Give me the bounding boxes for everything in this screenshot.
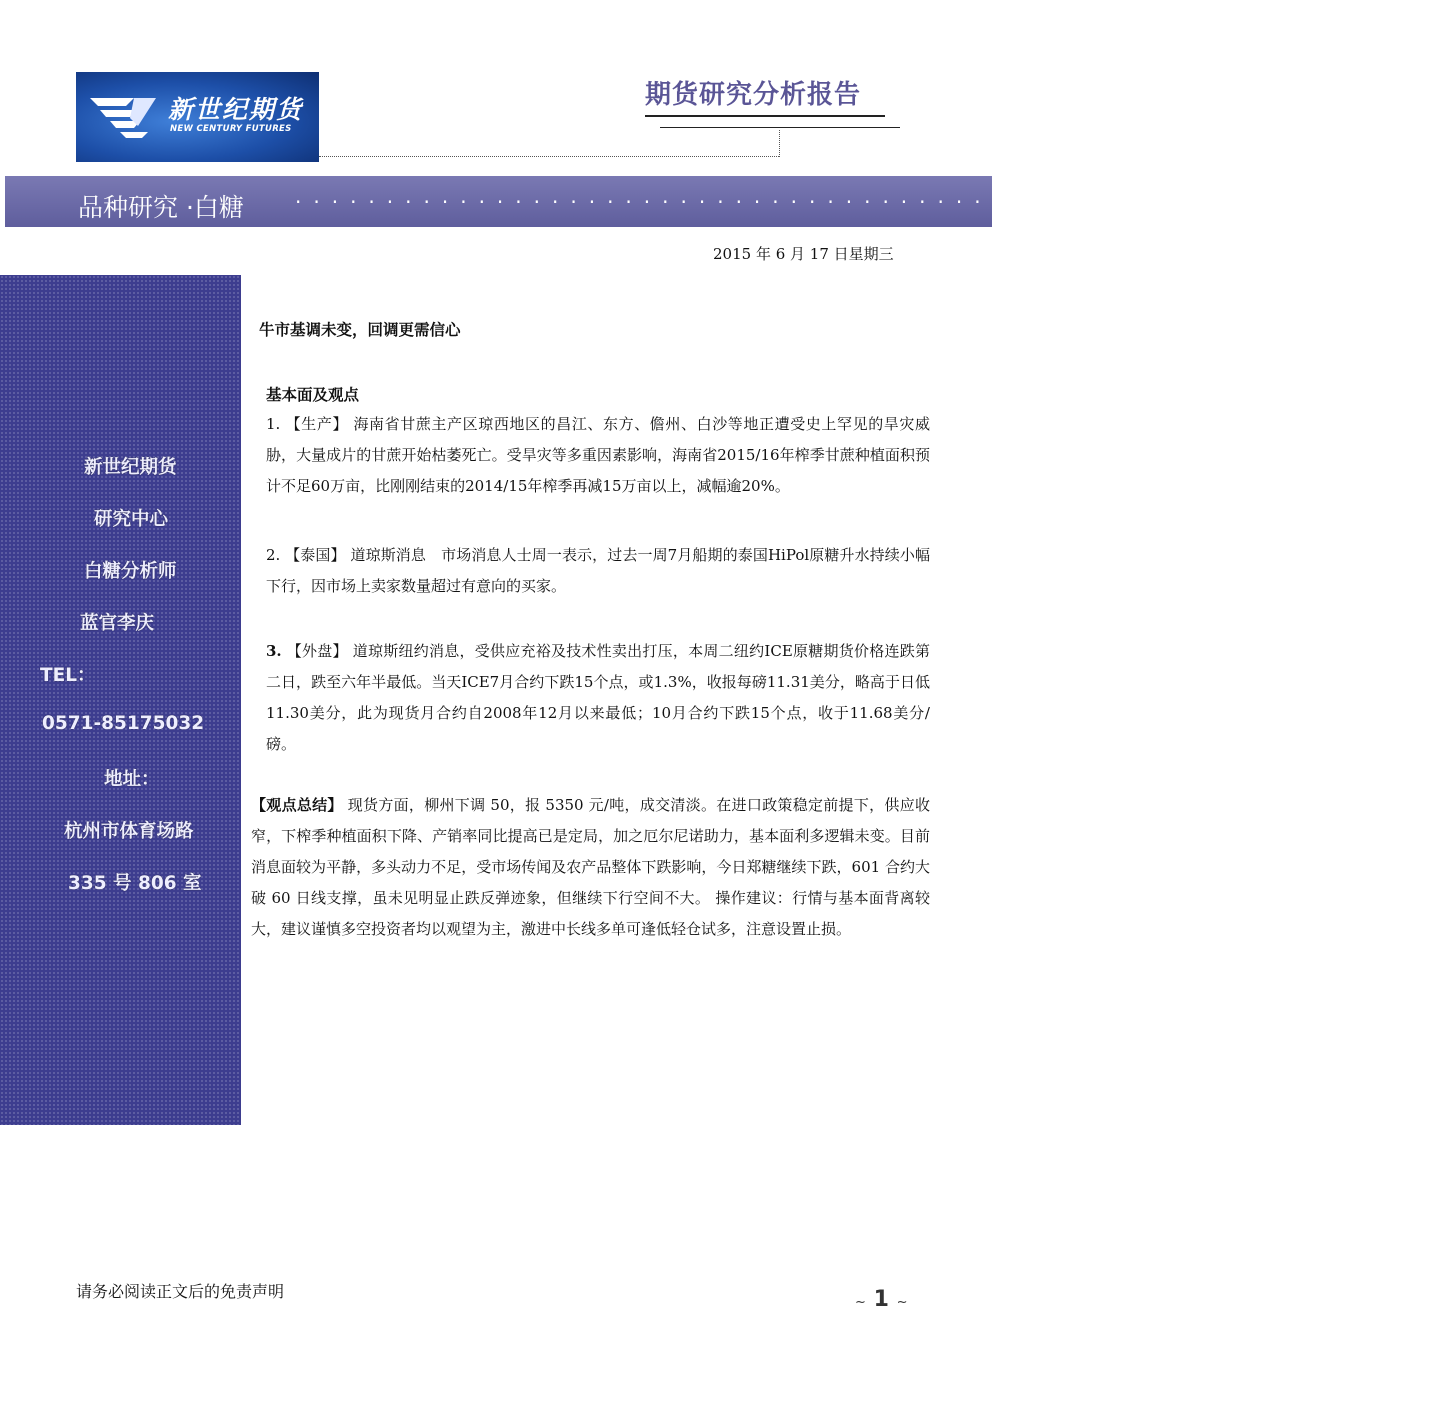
page-tilde-right: ~: [896, 1295, 908, 1310]
sidebar-role: 白糖分析师: [84, 561, 177, 582]
paragraph-number: 3.: [266, 642, 282, 660]
paragraph-external-market: [266, 636, 930, 760]
report-title: 期货研究分析报告: [645, 80, 862, 110]
section-title: 基本面及观点: [266, 386, 360, 404]
paragraph-tag: 【外盘】: [286, 642, 348, 660]
header-dotted-divider: [319, 156, 779, 157]
paragraph-production: [266, 409, 930, 502]
sidebar-tel-label: TEL：: [40, 665, 96, 686]
paragraph-text: 海南省甘蔗主产区琼西地区的昌江、东方、儋州、白沙等地正遭受史上罕见的旱灾威胁，大量成片的甘蔗开始枯萎死亡。受旱灾等多重因素影响，海南省2015/16年榨季甘蔗种植面积预计不足60万亩，比刚刚结束的2014/15年榨季再减15万亩以上，减幅逾20%。: [266, 415, 930, 495]
category-title: 品种研究 ·白糖: [78, 193, 244, 222]
logo-en-text: NEW CENTURY FUTURES: [170, 124, 292, 134]
page-number-value: 1: [873, 1287, 889, 1312]
logo-cn-text: 新世纪期货: [168, 95, 304, 124]
logo-emblem-icon: [90, 94, 160, 140]
paragraph-tag: 2. 【泰国】: [266, 546, 346, 564]
page-tilde-left: ~: [855, 1295, 866, 1310]
sidebar-department: 研究中心: [94, 509, 169, 530]
page-number: [855, 1287, 907, 1312]
sidebar-address-line1: 杭州市体育场路: [64, 821, 194, 842]
company-logo: [76, 72, 319, 162]
sidebar-company: 新世纪期货: [84, 457, 177, 478]
banner-dots-decoration: ·······························································: [295, 190, 1452, 214]
article-headline: 牛市基调未变，回调更需信心: [259, 321, 461, 339]
sidebar-analyst: 蓝官李庆: [80, 613, 155, 634]
paragraph-thailand: [266, 540, 930, 602]
report-date: 2015 年 6 月 17 日星期三: [713, 245, 894, 263]
title-underline: [645, 115, 885, 117]
header-dotted-connector: [779, 130, 780, 157]
sidebar-address-line2: 335 号 806 室: [68, 873, 202, 894]
sidebar-address-label: 地址：: [104, 769, 160, 790]
paragraph-text: 道琼斯纽约消息，受供应充裕及技术性卖出打压，本周二纽约ICE原糖期货价格连跌第二日，跌至六年半最低。当天ICE7月合约下跌15个点，或1.3%，收报每磅11.31美分，略高于日低11.30美分，此为现货月合约自2008年12月以来最低；10月合约下跌15个点，收于11.68美分/磅。: [266, 642, 930, 753]
title-underline-secondary: [660, 127, 900, 128]
paragraph-summary: [251, 790, 930, 945]
disclaimer-note: 请务必阅读正文后的免责声明: [76, 1282, 285, 1301]
paragraph-text: 现货方面，柳州下调 50，报 5350 元/吨，成交清淡。在进口政策稳定前提下，供应收窄，下榨季种植面积下降、产销率同比提高已是定局，加之厄尔尼诺助力，基本面利多逻辑未变。目前消息面较为平静，多头动力不足，受市场传闻及农产品整体下跌影响，今日郑糖继续下跌，601 合约大破 60 日线支撑，虽未见明显止跌反弹迹象，但继续下行空间不大。 操作建议：行情与基本面背离较大，建议谨慎多空投资者均以观望为主，激进中长线多单可逢低轻仓试多，注意设置止损。: [251, 796, 930, 938]
paragraph-tag: 【观点总结】: [251, 796, 343, 814]
paragraph-text: 道琼斯消息 市场消息人士周一表示，过去一周7月船期的泰国HiPol原糖升水持续小幅下行，因市场上卖家数量超过有意向的买家。: [266, 546, 930, 595]
paragraph-tag: 1. 【生产】: [266, 415, 349, 433]
category-banner: [5, 176, 1452, 227]
sidebar-tel-number: 0571-85175032: [42, 713, 205, 734]
contact-sidebar: [0, 275, 241, 1125]
